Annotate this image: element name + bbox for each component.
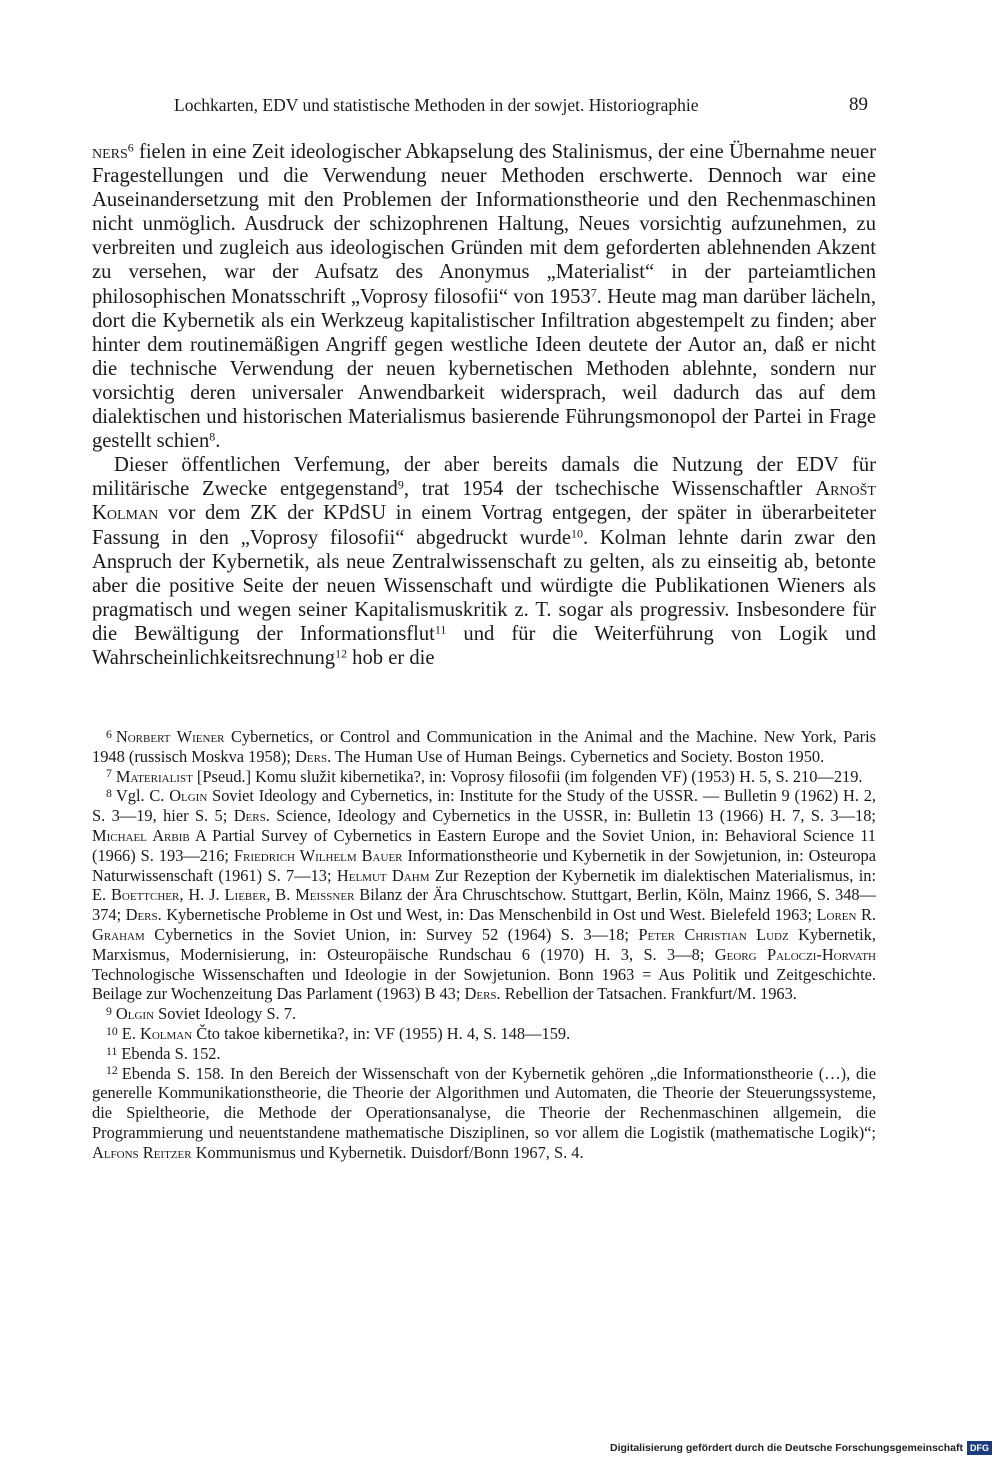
footnote-number: 10 <box>106 1023 118 1038</box>
text-run: Soviet Ideology S. 7. <box>154 1004 297 1024</box>
small-caps-name: Alfons Reitzer <box>92 1142 192 1162</box>
footnote-ref-6: 6 <box>127 140 134 155</box>
text-run: Vgl. C. <box>115 786 170 806</box>
small-caps-name: Materialist <box>115 766 193 786</box>
paragraph-1 <box>92 140 876 453</box>
small-caps-name: Olgin <box>115 1004 155 1024</box>
footnote-number: 9 <box>106 1004 112 1019</box>
text-run: Kybernetische Probleme in Ost und West, in: Das Menschenbild in Ost und West. Bielefeld 1963; <box>161 905 817 925</box>
small-caps-name: Arnošt Kolman <box>92 478 876 525</box>
footnote-7 <box>92 767 876 787</box>
running-head-title: Lochkarten, EDV und statistische Methoden in der sowjet. Historiographie <box>174 95 699 115</box>
small-caps-name: Loren R. Graham <box>92 905 876 944</box>
small-caps-name: Norbert Wiener <box>115 727 225 746</box>
small-caps-name: Georg Paloczi-Horvath <box>714 944 877 964</box>
running-head <box>92 90 876 120</box>
text-run: Kommunismus und Kybernetik. Duisdorf/Bonn 1967, S. 4. <box>191 1142 584 1162</box>
text-run: The Human Use of Human Beings. Cybernetics and Society. Boston 1950. <box>331 746 825 766</box>
small-caps-name: Michael Arbib <box>92 825 190 845</box>
text-run: [Pseud.] Komu služit kibernetika?, in: Voprosy filosofii (im folgenden VF) (1953) H. 5, S. 210—219. <box>192 766 863 786</box>
small-caps-name: Friedrich Wilhelm Bauer <box>233 845 403 865</box>
footnote-number: 12 <box>106 1063 118 1078</box>
small-caps-name: E. Kolman <box>121 1023 193 1043</box>
small-caps-name: Helmut Dahm <box>336 865 430 885</box>
small-caps-name: Ders. <box>464 984 501 1004</box>
text-run: Ebenda S. 152. <box>121 1043 221 1063</box>
digitization-credit <box>610 1441 992 1455</box>
text-run: Soviet Ideology and Cybernetics, in: Institute for the Study of the USSR. — Bulletin 9 (1962) H. 2, S. 3—19, hier S. 5; <box>92 786 876 826</box>
page-number: 89 <box>849 94 868 115</box>
footnote-ref-8: 8 <box>209 429 216 444</box>
credit-text: Digitalisierung gefördert durch die Deutsche Forschungsgemeinschaft <box>610 1442 963 1454</box>
footnote-9 <box>92 1004 876 1024</box>
footnote-number: 6 <box>106 726 112 741</box>
text-run: vor dem ZK der KPdSU in einem Vortrag entgegen, der später in überarbeiteter Fassung in den „Voprosy filosofii“ abgedruckt wurde <box>92 502 876 549</box>
text-run: . Kolman lehnte darin zwar den Anspruch der Kybernetik, als neue Zentralwissenschaft zu gelten, als zu einseitig ab, betonte aber die positive Seite der neuen Wissenschaft und würdigte die Publikationen Wieners als pragmatisch und wegen seiner Kapitalismuskritik z. T. sogar als progressiv. Insbesondere für die Bewältigung der Informationsflut <box>92 526 876 645</box>
footnote-number: 11 <box>106 1043 118 1058</box>
text-run: Science, Ideology and Cybernetics in the USSR, in: Bulletin 13 (1966) H. 7, S. 3—18; <box>269 806 876 826</box>
footnote-ref-7: 7 <box>590 285 597 299</box>
small-caps-name: ners <box>92 141 128 163</box>
footnote-number: 8 <box>106 786 112 801</box>
body-text <box>92 140 876 670</box>
text-run: A Partial Survey of Cybernetics in Eastern Europe and the Soviet Union, in: Behavioral Science 11 (1966) S. 193—216; <box>92 825 877 865</box>
paragraph-2 <box>92 453 876 670</box>
text-run: Čto takoe kibernetika?, in: VF (1955) H. 4, S. 148—159. <box>192 1023 571 1043</box>
small-caps-name: E. Boettcher, H. J. Lieber, B. Meissner <box>92 885 355 905</box>
footnote-6 <box>92 727 876 767</box>
text-run: Cybernetics in the Soviet Union, in: Survey 52 (1964) S. 3—18; <box>144 924 639 944</box>
text-run: Bilanz der Ära Chruschtschow. Stuttgart, Berlin, Köln, Mainz 1966, S. 348—374; <box>92 885 876 925</box>
footnote-12 <box>92 1064 876 1163</box>
text-run: Cybernetics, or Control and Communication in the Animal and the Machine. New York, Paris 1948 (russisch Moskva 1958); <box>92 727 876 766</box>
text-run: und für die Weiterführung von Logik und Wahrscheinlichkeitsrechnung <box>92 622 876 669</box>
text-run: Dieser öffentlichen Verfemung, der aber bereits damals die Nutzung der EDV für militärische Zwecke entgegenstand <box>92 454 876 501</box>
dfg-logo: DFG <box>967 1441 992 1455</box>
footnote-number: 7 <box>106 766 112 781</box>
text-run: Zur Rezeption der Kybernetik im dialektischen Materialismus, in: <box>429 865 876 885</box>
small-caps-name: Ders. <box>233 806 270 826</box>
footnote-ref-12: 12 <box>335 646 348 661</box>
text-run: hob er die <box>347 646 435 669</box>
text-run: Technologische Wissenschaften und Ideologie in der Sowjetunion. Bonn 1963 = Aus Politik und Zeitgeschichte. Beilage zur Wochenzeitung Das Parlament (1963) B 43; <box>92 964 876 1004</box>
footnote-10 <box>92 1024 876 1044</box>
text-run: . Heute mag man darüber lächeln, dort die Kybernetik als ein Werkzeug kapitalistischer Infiltration abgestempelt zu finden; aber hinter dem routinemäßigen Angriff gegen westliche Ideen deutete der Autor an, daß er nicht die technische Verwendung der neuen kybernetischen Methoden ablehnte, sondern nur vorsichtig deren universaler Anwendbarkeit widersprach, weil dadurch das auf dem dialektischen und historischen Materialismus basierende Führungsmonopol der Partei in Frage gestellt schien <box>92 285 876 453</box>
text-run: fielen in eine Zeit ideologischer Abkapselung des Stalinismus, der eine Übernahme neuer Fragestellungen und die Verwendung neuer Methoden erschwerte. Dennoch war eine Auseinandersetzung mit den Problemen der Informationstheorie und den Rechenmaschinen nicht unmöglich. Ausdruck der schizophrenen Haltung, Neues vorsichtig aufzunehmen, zu verbreiten und zugleich aus ideologischen Gründen mit dem geforderten ablehnenden Akzent zu versehen, war der Aufsatz des Anonymus „Materialist“ in der parteiamtlichen philosophischen Monatsschrift „Voprosy filosofii“ von 1953 <box>92 141 876 308</box>
text-run: Kybernetik, Marxismus, Modernisierung, in: Osteuropäische Rundschau 6 (1970) H. 3, S. 3—8; <box>92 924 876 964</box>
small-caps-name: Ders. <box>295 746 332 766</box>
small-caps-name: Peter Christian Ludz <box>638 924 789 944</box>
text-run: Informationstheorie und Kybernetik in der Sowjetunion, in: Osteuropa Naturwissenschaft (1961) S. 7—13; <box>92 845 876 885</box>
text-run: , trat 1954 der tschechische Wissenschaftler <box>403 478 816 501</box>
text-run: Ebenda S. 158. In den Bereich der Wissenschaft von der Kybernetik gehören „die Informationstheorie (…), die generelle Kommunikationstheorie, die Theorie der Algorithmen und Automaten, die Theorie der Steuerungssysteme, die Spieltheorie, die Methode der Operationsanalyse, die Theorie der Rechenmaschinen allgemein, die Programmierung und neuentstandene mathematische Disziplinen, so vor allem die Logistik (mathematische Logik)“; <box>92 1063 876 1142</box>
page <box>92 90 877 1162</box>
footnote-ref-9: 9 <box>397 477 404 492</box>
small-caps-name: Ders. <box>125 905 162 925</box>
footnote-8 <box>92 786 876 1004</box>
text-run: . <box>215 430 221 453</box>
small-caps-name: Olgin <box>169 786 208 806</box>
footnote-ref-10: 10 <box>571 525 583 540</box>
text-run: Rebellion der Tatsachen. Frankfurt/M. 1963. <box>500 984 797 1004</box>
footnotes <box>92 727 876 1163</box>
footnote-ref-11: 11 <box>434 622 447 637</box>
footnote-11 <box>92 1044 876 1064</box>
